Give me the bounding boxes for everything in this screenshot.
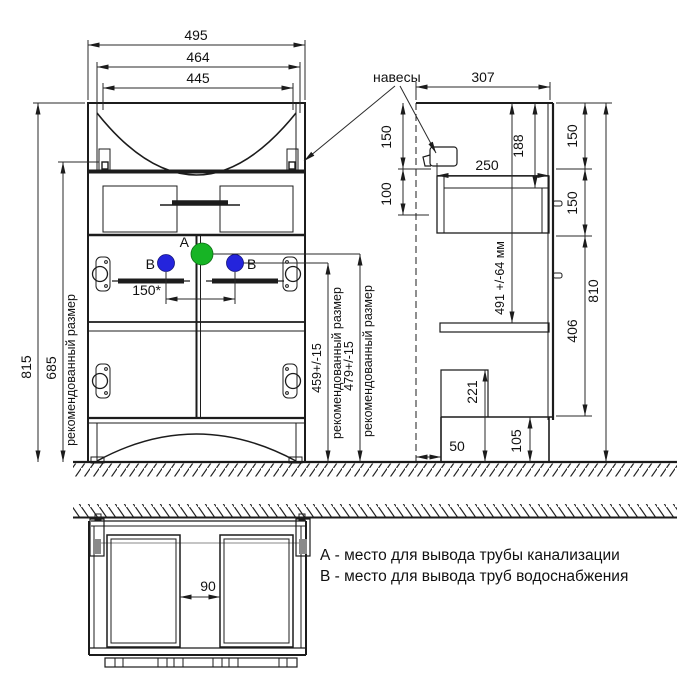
dim-b-spacing-150: 150* [132,282,161,298]
dim-drawer-depth-250: 250 [475,157,499,173]
recommended-size-label-459: рекомендованный размер [330,287,344,439]
ground-hatch [73,462,677,477]
dim-height-810: 810 [585,279,601,303]
dim-top-to-drawer-188: 188 [510,134,526,158]
dim-plinth-height-105: 105 [508,429,524,453]
dim-depth-307: 307 [471,69,495,85]
dim-top-to-hanger-150: 150 [378,125,394,149]
dim-hanger-drop-100: 100 [378,182,394,206]
dim-drain-height-491: 491 +/-64 мм [493,241,507,315]
dim-back-seg1-150: 150 [564,124,580,148]
marker-b-water-right [227,255,244,272]
recommended-size-label-left: рекомендованный размер [64,294,78,446]
marker-b-label-left: B [145,256,155,272]
dim-width-445: 445 [186,70,210,86]
marker-b-water-left [158,255,175,272]
legend-line-a: А - место для вывода трубы канализации [320,547,620,564]
dim-width-464: 464 [186,49,210,65]
dim-door-gap-90: 90 [200,578,216,594]
dim-a-height-479: 479+/-15 [342,341,356,391]
dim-height-815: 815 [18,355,34,379]
marker-b-label-right: B [247,256,257,272]
dim-width-495: 495 [184,27,208,43]
hangers-callout-label: навесы [373,69,421,85]
wall-hatch [73,504,677,518]
dim-back-seg3-406: 406 [564,319,580,343]
dim-lower-section-221: 221 [464,380,480,404]
legend-line-b: В - место для вывода труб водоснабжения [320,568,629,585]
dim-back-seg2-150: 150 [564,191,580,215]
dim-height-685: 685 [43,356,59,380]
dim-plinth-recess-50: 50 [449,438,465,454]
marker-a-drain [191,243,213,265]
marker-a-label: A [179,234,189,250]
dim-b-height-459: 459+/-15 [310,343,324,393]
recommended-size-label-479: рекомендованный размер [361,285,375,437]
